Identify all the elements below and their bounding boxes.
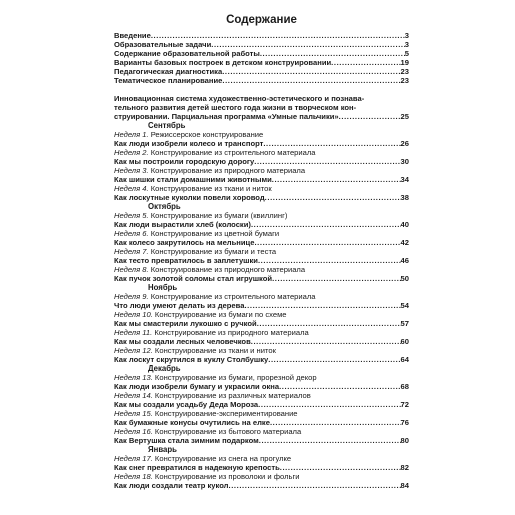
week-label: Неделя 18. bbox=[114, 472, 153, 481]
week-label: Неделя 16. bbox=[114, 427, 153, 436]
week-label: Неделя 15. bbox=[114, 409, 153, 418]
toc-entry-text: Как шишки стали домашними животными bbox=[114, 175, 272, 184]
leader-dots bbox=[211, 40, 405, 49]
week-line-text bbox=[114, 229, 279, 238]
leader-dots bbox=[263, 139, 400, 148]
week-topic: Конструирование-экспериментирование bbox=[154, 409, 298, 418]
week-line-text bbox=[114, 211, 287, 220]
toc-entry-text: Как пучок золотой соломы стал игрушкой bbox=[114, 274, 273, 283]
toc-entry bbox=[114, 31, 409, 40]
week-topic: Конструирование из природного материала bbox=[154, 328, 309, 337]
week-label: Неделя 9. bbox=[114, 292, 149, 301]
toc-entry-text: Как лоскут скрутился в куклу Столбушку bbox=[114, 355, 269, 364]
week-line-text bbox=[114, 409, 298, 418]
week-topic: Конструирование из бумаги и теста bbox=[150, 247, 277, 256]
leader-dots bbox=[280, 463, 401, 472]
week-topic: Конструирование из ткани и ниток bbox=[154, 346, 276, 355]
week-label: Неделя 7. bbox=[114, 247, 149, 256]
month-heading: Октябрь bbox=[148, 202, 181, 211]
week-label: Неделя 3. bbox=[114, 166, 149, 175]
week-line-text bbox=[114, 292, 316, 301]
toc-entry-text: Как люди изобрели колесо и транспорт bbox=[114, 139, 264, 148]
week-line bbox=[114, 328, 409, 337]
month-heading: Декабрь bbox=[148, 364, 181, 373]
week-label: Неделя 10. bbox=[114, 310, 153, 319]
toc-entry bbox=[114, 67, 409, 76]
week-label: Неделя 14. bbox=[114, 391, 153, 400]
toc-entry-text: Как бумажные конусы очутились на елке bbox=[114, 418, 270, 427]
page-number: 3 bbox=[404, 31, 409, 40]
leader-dots bbox=[260, 49, 405, 58]
week-topic: Конструирование из цветной бумаги bbox=[150, 229, 280, 238]
toc-months-section bbox=[114, 121, 409, 490]
week-line-text bbox=[114, 130, 263, 139]
leader-dots bbox=[272, 175, 401, 184]
toc-entry-text: Варианты базовых построек в детском конструировании bbox=[114, 58, 332, 67]
week-label: Неделя 5. bbox=[114, 211, 149, 220]
section-gap bbox=[114, 85, 409, 94]
toc-entry-text: Как колесо закрутилось на мельнице bbox=[114, 238, 255, 247]
week-line bbox=[114, 229, 409, 238]
week-topic: Конструирование из бумаги, прорезной декор bbox=[154, 373, 317, 382]
week-line-text bbox=[114, 472, 299, 481]
leader-dots bbox=[251, 220, 401, 229]
toc-entry bbox=[114, 418, 409, 427]
week-line bbox=[114, 346, 409, 355]
week-topic: Конструирование из природного материала bbox=[150, 166, 306, 175]
week-label: Неделя 6. bbox=[114, 229, 149, 238]
week-line bbox=[114, 148, 409, 157]
page-number: 76 bbox=[400, 418, 409, 427]
week-label: Неделя 13. bbox=[114, 373, 153, 382]
toc-entry bbox=[114, 400, 409, 409]
page-number: 34 bbox=[400, 175, 409, 184]
leader-dots bbox=[258, 256, 401, 265]
leader-dots bbox=[228, 481, 400, 490]
page-number: 50 bbox=[400, 274, 409, 283]
week-line-text bbox=[114, 310, 287, 319]
week-line bbox=[114, 373, 409, 382]
leader-dots bbox=[331, 58, 400, 67]
leader-dots bbox=[222, 67, 400, 76]
program-line-3-text: струировании. Парциальная программа «Умные пальчики» bbox=[114, 112, 339, 121]
week-line-text bbox=[114, 166, 305, 175]
page-number: 68 bbox=[400, 382, 409, 391]
toc-entry-text: Как снег превратился в надежную крепость bbox=[114, 463, 280, 472]
toc-entry-text: Как мы создали лесных человечков bbox=[114, 337, 251, 346]
week-line-text bbox=[114, 265, 305, 274]
week-topic: Конструирование из строительного материала bbox=[150, 292, 316, 301]
week-line-text bbox=[114, 391, 311, 400]
toc-entry-text: Введение bbox=[114, 31, 151, 40]
week-line bbox=[114, 211, 409, 220]
leader-dots bbox=[222, 76, 400, 85]
week-topic: Конструирование из ткани и ниток bbox=[150, 184, 272, 193]
toc-entry bbox=[114, 481, 409, 490]
week-line bbox=[114, 184, 409, 193]
month-heading: Январь bbox=[148, 445, 177, 454]
toc-entry-text: Как мы смастерили лукошко с ручкой bbox=[114, 319, 257, 328]
week-line-text bbox=[114, 427, 301, 436]
toc-entry bbox=[114, 463, 409, 472]
toc-entry bbox=[114, 40, 409, 49]
toc-entry-text: Как мы построили городскую дорогу bbox=[114, 157, 255, 166]
week-line-text bbox=[114, 454, 291, 463]
week-topic: Конструирование из бумаги по схеме bbox=[154, 310, 287, 319]
page-number: 23 bbox=[400, 67, 409, 76]
week-label: Неделя 17. bbox=[114, 454, 153, 463]
toc-entry-text: Образовательные задачи bbox=[114, 40, 212, 49]
toc-entry-text: Тематическое планирование bbox=[114, 76, 223, 85]
page-number: 23 bbox=[400, 76, 409, 85]
leader-dots bbox=[259, 436, 401, 445]
page-number: 30 bbox=[400, 157, 409, 166]
program-line-1: Инновационная система художественно-эстетического и познава- bbox=[114, 94, 365, 103]
toc-entry-text: Педагогическая диагностика bbox=[114, 67, 223, 76]
program-line-2: тельного развития детей шестого года жизни в творческом кон- bbox=[114, 103, 357, 112]
toc-entry-text: Что люди умеют делать из дерева bbox=[114, 301, 245, 310]
toc-entry bbox=[114, 49, 409, 58]
week-line-text bbox=[114, 346, 276, 355]
toc-entry-text: Как Вертушка стала зимним подарком bbox=[114, 436, 259, 445]
week-line-text bbox=[114, 247, 276, 256]
month-heading: Сентябрь bbox=[148, 121, 186, 130]
week-topic: Конструирование из проволоки и фольги bbox=[154, 472, 300, 481]
toc-entry bbox=[114, 274, 409, 283]
page-number: 72 bbox=[400, 400, 409, 409]
toc-entry bbox=[114, 436, 409, 445]
page-number: 84 bbox=[400, 481, 409, 490]
toc-entry-text: Содержание образовательной работы bbox=[114, 49, 260, 58]
toc-entry bbox=[114, 301, 409, 310]
week-line-text bbox=[114, 373, 317, 382]
week-line bbox=[114, 454, 409, 463]
page-number: 5 bbox=[404, 49, 409, 58]
leader-dots bbox=[254, 157, 400, 166]
toc-entry bbox=[114, 238, 409, 247]
week-line bbox=[114, 130, 409, 139]
leader-dots bbox=[244, 301, 400, 310]
leader-dots bbox=[265, 193, 401, 202]
toc-entry bbox=[114, 337, 409, 346]
week-line-text bbox=[114, 184, 272, 193]
leader-dots bbox=[339, 112, 401, 121]
toc-intro-section bbox=[114, 31, 409, 85]
page-number: 54 bbox=[400, 301, 409, 310]
week-topic: Конструирование из природного материала bbox=[150, 265, 306, 274]
page-number: 64 bbox=[400, 355, 409, 364]
week-line bbox=[114, 265, 409, 274]
leader-dots bbox=[279, 382, 400, 391]
week-line bbox=[114, 292, 409, 301]
toc-entry bbox=[114, 175, 409, 184]
month-heading: Ноябрь bbox=[148, 283, 178, 292]
week-topic: Конструирование из различных материалов bbox=[154, 391, 311, 400]
leader-dots bbox=[151, 31, 405, 40]
toc-entry-text: Как лоскутные куколки повели хоровод bbox=[114, 193, 265, 202]
toc-entry bbox=[114, 220, 409, 229]
toc-entry bbox=[114, 157, 409, 166]
week-line-text bbox=[114, 328, 309, 337]
toc-entry bbox=[114, 355, 409, 364]
week-line bbox=[114, 409, 409, 418]
page-number: 40 bbox=[400, 220, 409, 229]
toc-entry-text: Как люди изобрели бумагу и украсили окна bbox=[114, 382, 280, 391]
leader-dots bbox=[258, 400, 400, 409]
page-number: 26 bbox=[400, 139, 409, 148]
week-line bbox=[114, 427, 409, 436]
week-topic: Конструирование из строительного материала bbox=[150, 148, 316, 157]
week-label: Неделя 1. bbox=[114, 130, 149, 139]
week-topic: Конструирование из бумаги (квиллинг) bbox=[150, 211, 288, 220]
toc-entry bbox=[114, 76, 409, 85]
week-label: Неделя 8. bbox=[114, 265, 149, 274]
toc-entry-text: Как тесто превратилось в заплетушки bbox=[114, 256, 258, 265]
toc-entry bbox=[114, 193, 409, 202]
week-topic: Конструирование из бытового материала bbox=[154, 427, 302, 436]
week-label: Неделя 11. bbox=[114, 328, 153, 337]
leader-dots bbox=[251, 337, 401, 346]
toc-entry-text: Как мы создали усадьбу Деда Мороза bbox=[114, 400, 259, 409]
week-line bbox=[114, 310, 409, 319]
program-line-3 bbox=[114, 112, 409, 121]
page-number: 38 bbox=[400, 193, 409, 202]
page-number: 19 bbox=[400, 58, 409, 67]
toc-entry bbox=[114, 256, 409, 265]
program-heading bbox=[114, 94, 409, 121]
week-label: Неделя 4. bbox=[114, 184, 149, 193]
page-number: 80 bbox=[400, 436, 409, 445]
page-number: 46 bbox=[400, 256, 409, 265]
toc-entry-text: Как люди вырастили хлеб (колоски) bbox=[114, 220, 251, 229]
week-label: Неделя 12. bbox=[114, 346, 153, 355]
week-topic: Режиссерское конструирование bbox=[150, 130, 264, 139]
page-number: 42 bbox=[400, 238, 409, 247]
toc-entry bbox=[114, 139, 409, 148]
toc-entry bbox=[114, 382, 409, 391]
week-topic: Конструирование из снега на прогулке bbox=[154, 454, 292, 463]
week-label: Неделя 2. bbox=[114, 148, 149, 157]
toc-entry bbox=[114, 319, 409, 328]
leader-dots bbox=[254, 238, 400, 247]
week-line bbox=[114, 391, 409, 400]
page-number: 57 bbox=[400, 319, 409, 328]
week-line bbox=[114, 472, 409, 481]
leader-dots bbox=[257, 319, 401, 328]
leader-dots bbox=[272, 274, 400, 283]
toc-entry-text: Как люди создали театр кукол bbox=[114, 481, 229, 490]
leader-dots bbox=[270, 418, 401, 427]
toc-entry bbox=[114, 58, 409, 67]
page-number: 60 bbox=[400, 337, 409, 346]
page-number: 82 bbox=[400, 463, 409, 472]
week-line-text bbox=[114, 148, 316, 157]
week-line bbox=[114, 166, 409, 175]
week-line bbox=[114, 247, 409, 256]
leader-dots bbox=[268, 355, 400, 364]
page-number: 3 bbox=[404, 40, 409, 49]
program-page-number: 25 bbox=[400, 112, 409, 121]
page-title: Содержание bbox=[226, 14, 297, 26]
